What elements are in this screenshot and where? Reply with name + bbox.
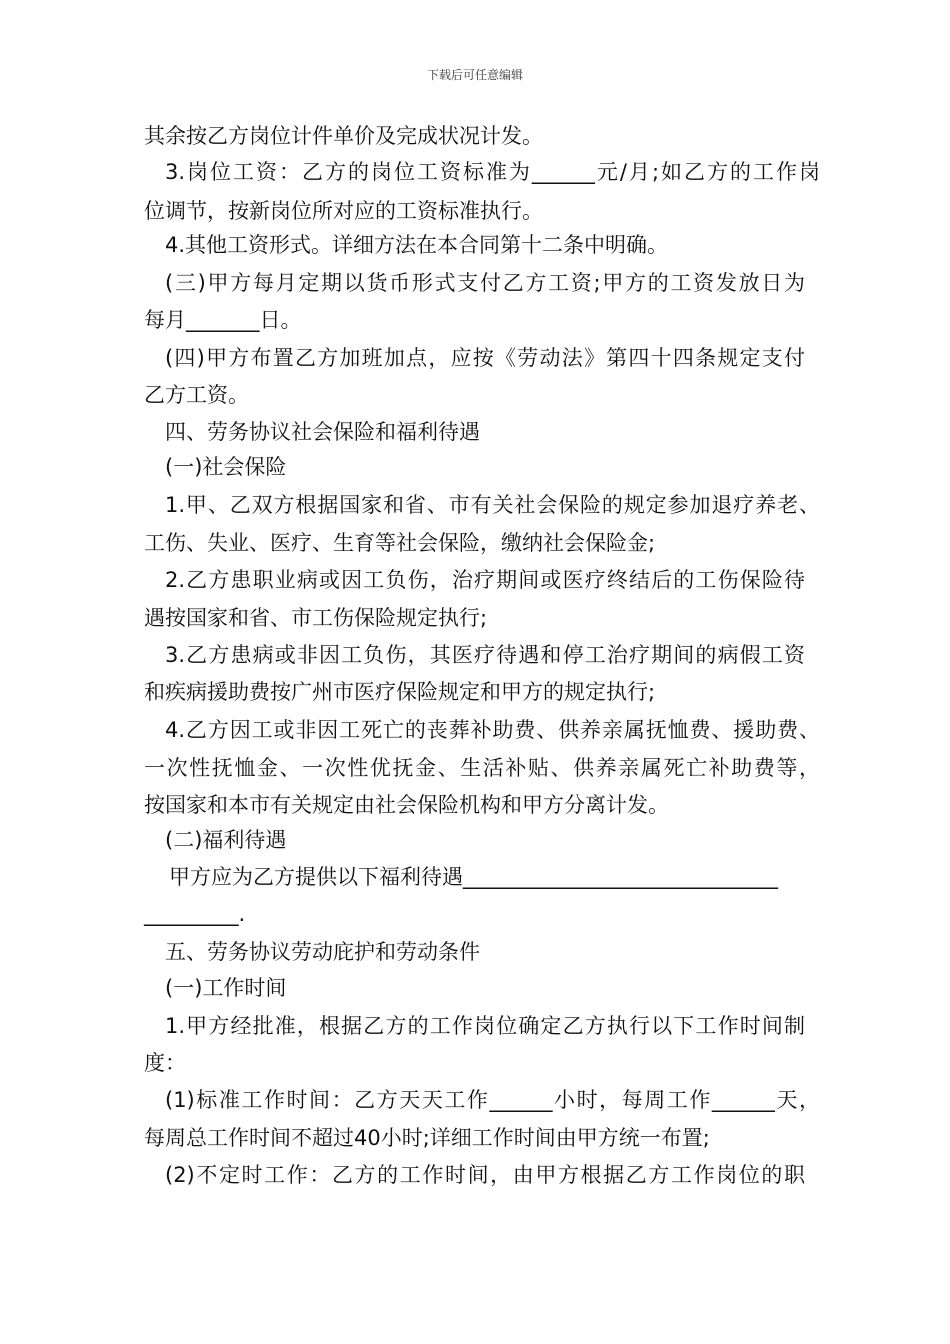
paragraph-line: 3.岗位工资：乙方的岗位工资标准为______元/月;如乙方的工作岗	[165, 160, 820, 184]
subsection-heading: (二)福利待遇	[165, 828, 287, 852]
subsection-heading: (一)社会保险	[165, 455, 287, 479]
paragraph-line: (四)甲方布置乙方加班加点，应按《劳动法》第四十四条规定支付	[165, 346, 805, 370]
section-heading: 四、劳务协议社会保险和福利待遇	[165, 420, 480, 444]
subsection-heading: (一)工作时间	[165, 976, 287, 1000]
paragraph-line: (1)标准工作时间：乙方天天工作______小时，每周工作______天，	[165, 1088, 820, 1112]
paragraph-line: 和疾病援助费按广州市医疗保险规定和甲方的规定执行;	[144, 680, 656, 704]
paragraph-line: 4.其他工资形式。详细方法在本合同第十二条中明确。	[165, 233, 669, 257]
paragraph-line: 3.乙方患病或非因工负伤，其医疗待遇和停工治疗期间的病假工资	[165, 643, 805, 667]
paragraph-line: (三)甲方每月定期以货币形式支付乙方工资;甲方的工资发放日为	[165, 271, 805, 295]
paragraph-line: (2)不定时工作：乙方的工作时间，由甲方根据乙方工作岗位的职	[165, 1163, 805, 1187]
page-header: 下载后可任意编辑	[426, 68, 523, 82]
paragraph-line: 遇按国家和省、市工伤保险规定执行;	[144, 606, 488, 630]
paragraph-line: 每周总工作时间不超过40小时;详细工作时间由甲方统一布置;	[144, 1126, 710, 1150]
paragraph-line: 一次性抚恤金、一次性优抚金、生活补贴、供养亲属死亡补助费等，	[144, 756, 820, 780]
paragraph-line: 其余按乙方岗位计件单价及完成状况计发。	[144, 124, 543, 148]
paragraph-line: 1.甲方经批准，根据乙方的工作岗位确定乙方执行以下工作时间制	[165, 1014, 805, 1038]
paragraph-line: 2.乙方患职业病或因工负伤，治疗期间或医疗终结后的工伤保险待	[165, 568, 805, 592]
paragraph-line: 工伤、失业、医疗、生育等社会保险，缴纳社会保险金;	[144, 531, 656, 555]
paragraph-line: 度：	[144, 1051, 186, 1075]
paragraph-line: 位调节，按新岗位所对应的工资标准执行。	[144, 199, 543, 223]
paragraph-line: 4.乙方因工或非因工死亡的丧葬补助费、供养亲属抚恤费、援助费、	[165, 718, 820, 742]
paragraph-line: 甲方应为乙方提供以下福利待遇______________________________	[169, 865, 778, 889]
paragraph-line: 按国家和本市有关规定由社会保险机构和甲方分离计发。	[144, 793, 669, 817]
paragraph-line: 每月_______日。	[144, 308, 302, 332]
paragraph-line: _________.	[144, 902, 246, 926]
paragraph-line: 1.甲、乙双方根据国家和省、市有关社会保险的规定参加退疗养老、	[165, 493, 820, 517]
paragraph-line: 乙方工资。	[144, 383, 249, 407]
section-heading: 五、劳务协议劳动庇护和劳动条件	[165, 940, 480, 964]
